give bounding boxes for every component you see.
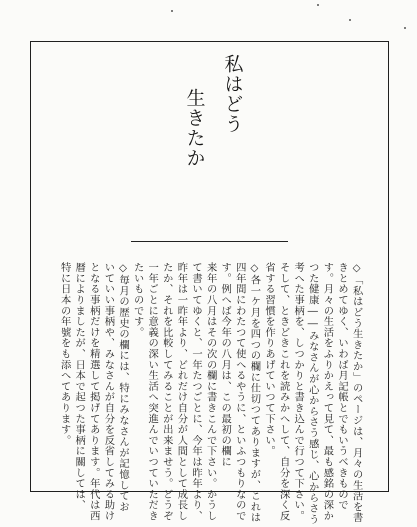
body-text-column: 暦によりましたが、日本で起つた事柄に關しては、: [73, 262, 86, 511]
print-speck: [317, 4, 319, 6]
body-text-column: ◇毎月の歴史の欄には、特にみなさんが記憶してお: [116, 262, 129, 513]
body-text-column: 考へた事柄を、しつかりと書き込んで行つて下さい。: [292, 262, 305, 522]
print-speck: [171, 10, 173, 12]
body-text-column: す。例へば今年の八月は、この最初の欄に: [219, 262, 232, 468]
body-text-column: ◇「私はどう生きたか」のページは、月々の生活を書: [350, 262, 363, 523]
body-text-column: となる事柄だけを精選して掲げてあります。年代は西: [87, 262, 100, 522]
page-title-line-2: 生きたか: [183, 88, 206, 168]
body-text-column: いていい事柄や、みなさんが自分を反省してみる助け: [102, 262, 115, 522]
body-text-column: 昨年は一昨年より、どれだけ自分が人間として成長し: [175, 262, 188, 522]
body-text-column: つた健康――みなさんが心からさう感じ、心からさう: [306, 262, 319, 525]
body-text-column: たか、それを比較してみることが出来ませう。どうぞ: [160, 262, 173, 522]
body-text-column: 四年間にわたつて使へるやうに、といふつもりなので: [233, 262, 246, 522]
body-text-column: たいものです。: [131, 262, 144, 338]
body-text-column: そして、ときどきこれを読みかへして、自分を深く反: [277, 262, 290, 522]
body-text-column: て書いてゆくと、一年たつごとに、今年は昨年より、: [189, 262, 202, 522]
print-speck: [404, 27, 406, 29]
body-text-block: [0, 262, 417, 525]
body-text-column: きとめてゆく、いわば月記帳とでもいうべきもので: [335, 262, 348, 511]
body-text-column: 特に日本の年號をも添へてあります。: [58, 262, 71, 446]
body-text-column: ◇各一ケ月を四つの欄に仕切つてありますが、これは: [248, 262, 261, 523]
body-text-column: 来年の八月はその次の欄に書きこんで下さい。かうし: [204, 262, 217, 522]
body-text-column: 省する習慣を作りあげていつて下さい。: [262, 262, 275, 457]
page-title-line-1: 私はどう: [221, 54, 244, 134]
print-speck: [349, 19, 351, 21]
title-divider: [131, 241, 288, 242]
body-text-column: 一年ごとに意義の深い生活へ突進んでいつていただき: [146, 262, 159, 522]
body-text-column: す。月々の生活をふりかえって見て、最も感銘の深か: [321, 262, 334, 522]
